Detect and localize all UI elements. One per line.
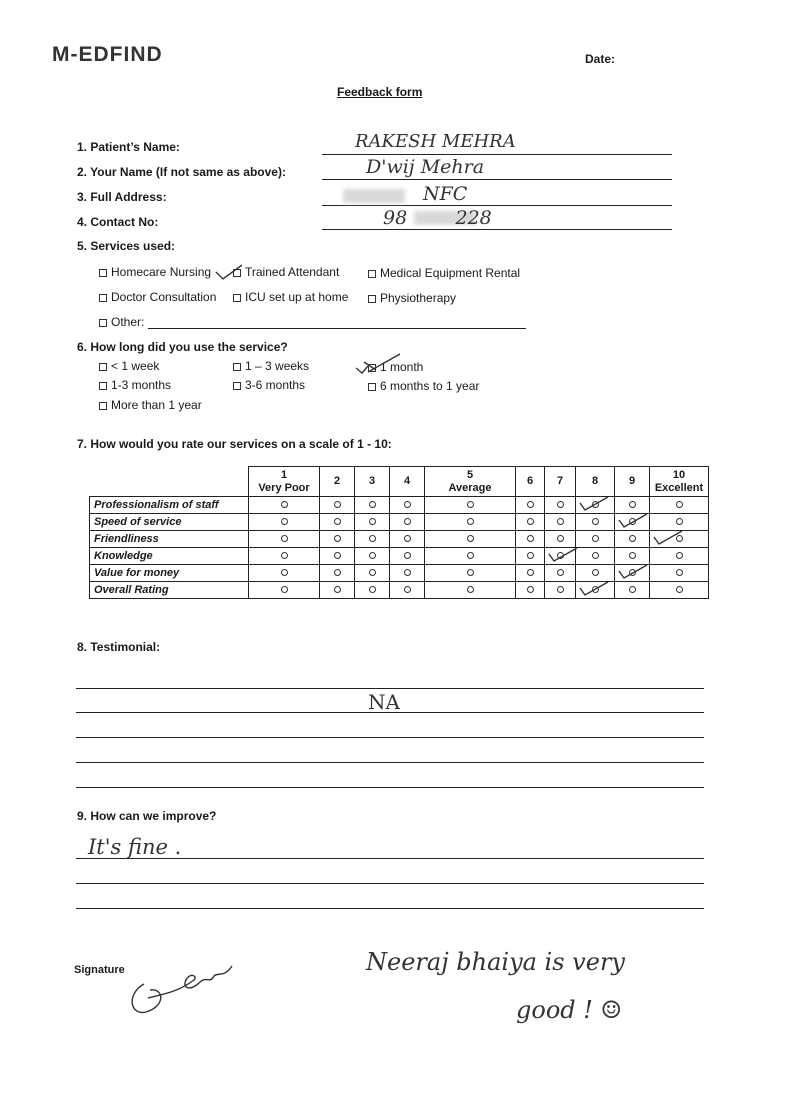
rating-cell-7[interactable] [545, 497, 576, 514]
rating-cell-2[interactable] [320, 514, 355, 531]
radio-circle[interactable] [404, 569, 411, 576]
duration-option[interactable]: 3-6 months [233, 378, 305, 392]
signature-note-line2: good ! ☺ [516, 996, 623, 1024]
duration-option[interactable]: 1 – 3 weeks [233, 359, 309, 373]
radio-circle[interactable] [334, 586, 341, 593]
rating-cell-7[interactable] [545, 548, 576, 565]
header-3: 3 [355, 467, 390, 497]
rating-cell-5[interactable] [425, 565, 516, 582]
radio-circle[interactable] [676, 569, 683, 576]
rating-cell-9[interactable] [615, 565, 650, 582]
rating-cell-7[interactable] [545, 565, 576, 582]
radio-circle[interactable] [676, 501, 683, 508]
other-line [148, 328, 526, 329]
radio-circle[interactable] [676, 586, 683, 593]
full-address-label: 3. Full Address: [77, 190, 167, 204]
rating-cell-5[interactable] [425, 531, 516, 548]
service-option[interactable]: Homecare Nursing [99, 265, 211, 279]
rating-cell-1[interactable] [249, 565, 320, 582]
rating-cell-8[interactable] [576, 565, 615, 582]
rating-cell-7[interactable] [545, 531, 576, 548]
duration-option[interactable]: 6 months to 1 year [368, 379, 479, 393]
rating-cell-5[interactable] [425, 548, 516, 565]
checkmark-icon [650, 529, 684, 547]
rating-body [90, 497, 709, 599]
rating-cell-10[interactable] [650, 548, 709, 565]
header-4: 4 [390, 467, 425, 497]
service-option-other[interactable]: Other: [99, 315, 144, 329]
rating-cell-1[interactable] [249, 497, 320, 514]
checkbox[interactable] [99, 402, 107, 410]
rating-cell-5[interactable] [425, 514, 516, 531]
radio-circle[interactable] [629, 535, 636, 542]
checkmark-icon [576, 495, 610, 513]
radio-circle[interactable] [527, 535, 534, 542]
services-used-label: 5. Services used: [77, 239, 176, 253]
improve-value[interactable]: It's fine . [88, 835, 182, 859]
rating-cell-7[interactable] [545, 582, 576, 599]
testimonial-line [76, 737, 704, 738]
radio-circle[interactable] [527, 518, 534, 525]
rating-cell-8[interactable] [576, 582, 615, 599]
radio-circle[interactable] [281, 552, 288, 559]
rating-cell-7[interactable] [545, 514, 576, 531]
duration-option[interactable]: 1-3 months [99, 378, 171, 392]
contact-no-value[interactable]: 98 228 [383, 207, 492, 229]
checkbox[interactable] [233, 294, 241, 302]
header-6: 6 [516, 467, 545, 497]
rating-table [89, 466, 709, 599]
radio-circle[interactable] [281, 501, 288, 508]
radio-circle[interactable] [334, 552, 341, 559]
rating-row [90, 497, 709, 514]
radio-circle[interactable] [557, 569, 564, 576]
full-address-line [322, 205, 672, 206]
duration-option[interactable]: More than 1 year [99, 398, 202, 412]
duration-label: 6. How long did you use the service? [77, 340, 288, 354]
rating-cell-3[interactable] [355, 497, 390, 514]
rating-cell-4[interactable] [390, 548, 425, 565]
radio-circle[interactable] [281, 586, 288, 593]
radio-circle[interactable] [557, 518, 564, 525]
checkmark-icon [615, 512, 649, 530]
duration-option[interactable]: < 1 week [99, 359, 159, 373]
rating-row-label: Knowledge [90, 548, 249, 565]
signature-note-line1: Neeraj bhaiya is very [366, 948, 625, 976]
rating-cell-5[interactable] [425, 497, 516, 514]
rating-row [90, 548, 709, 565]
signature-mark [124, 954, 240, 1024]
contact-no-line [322, 229, 672, 230]
radio-circle[interactable] [592, 552, 599, 559]
radio-circle[interactable] [334, 535, 341, 542]
checkmark-icon [576, 580, 610, 598]
header-8: 8 [576, 467, 615, 497]
radio-circle[interactable] [527, 552, 534, 559]
checkbox[interactable] [99, 382, 107, 390]
radio-circle[interactable] [404, 518, 411, 525]
checkmark-icon [354, 352, 404, 376]
company-logo: M-EDFIND [52, 43, 163, 66]
radio-circle[interactable] [369, 586, 376, 593]
checkbox[interactable] [368, 383, 376, 391]
rating-cell-6[interactable] [516, 514, 545, 531]
header-2: 2 [320, 467, 355, 497]
checkbox[interactable] [99, 269, 107, 277]
rating-cell-8[interactable] [576, 514, 615, 531]
radio-circle[interactable] [281, 535, 288, 542]
header-empty [90, 467, 249, 497]
radio-circle[interactable] [369, 501, 376, 508]
your-name-value[interactable]: D'wij Mehra [366, 156, 485, 178]
rating-cell-1[interactable] [249, 548, 320, 565]
rating-cell-9[interactable] [615, 531, 650, 548]
header-7: 7 [545, 467, 576, 497]
radio-circle[interactable] [629, 586, 636, 593]
rating-cell-6[interactable] [516, 531, 545, 548]
checkbox[interactable] [233, 382, 241, 390]
checkbox[interactable] [233, 363, 241, 371]
radio-circle[interactable] [676, 518, 683, 525]
radio-circle[interactable] [467, 535, 474, 542]
radio-circle[interactable] [281, 569, 288, 576]
signature-label: Signature [74, 964, 125, 976]
checkbox[interactable] [368, 295, 376, 303]
radio-circle[interactable] [629, 552, 636, 559]
testimonial-label: 8. Testimonial: [77, 640, 161, 654]
rating-cell-4[interactable] [390, 497, 425, 514]
rating-cell-2[interactable] [320, 582, 355, 599]
radio-circle[interactable] [527, 586, 534, 593]
radio-circle[interactable] [467, 552, 474, 559]
testimonial-line [76, 688, 704, 689]
checkmark-icon [214, 262, 244, 282]
radio-circle[interactable] [592, 569, 599, 576]
rating-row-label: Professionalism of staff [90, 497, 249, 514]
your-name-label: 2. Your Name (If not same as above): [77, 165, 286, 179]
patient-name-value[interactable]: RAKESH MEHRA [355, 131, 516, 152]
radio-circle[interactable] [592, 518, 599, 525]
rating-cell-3[interactable] [355, 582, 390, 599]
service-option[interactable]: Trained Attendant [233, 265, 339, 279]
rating-row-label: Overall Rating [90, 582, 249, 599]
rating-row [90, 531, 709, 548]
rating-cell-6[interactable] [516, 582, 545, 599]
radio-circle[interactable] [676, 552, 683, 559]
improve-line [76, 883, 704, 884]
checkbox[interactable] [99, 363, 107, 371]
rating-cell-8[interactable] [576, 497, 615, 514]
rating-cell-1[interactable] [249, 514, 320, 531]
rating-cell-6[interactable] [516, 548, 545, 565]
rating-cell-8[interactable] [576, 548, 615, 565]
radio-circle[interactable] [527, 501, 534, 508]
header-5: 5 Average [425, 467, 516, 497]
header-9: 9 [615, 467, 650, 497]
checkmark-icon [545, 546, 579, 564]
rating-cell-2[interactable] [320, 531, 355, 548]
contact-no-label: 4. Contact No: [77, 215, 159, 229]
rating-row-label: Value for money [90, 565, 249, 582]
testimonial-line [76, 762, 704, 763]
full-address-value[interactable]: NFC [423, 183, 468, 205]
rating-label: 7. How would you rate our services on a scale of 1 - 10: [77, 437, 392, 451]
rating-cell-3[interactable] [355, 531, 390, 548]
radio-circle[interactable] [281, 518, 288, 525]
service-option[interactable]: Medical Equipment Rental [368, 266, 520, 280]
radio-circle[interactable] [527, 569, 534, 576]
date-label: Date: [585, 52, 616, 66]
rating-cell-1[interactable] [249, 582, 320, 599]
radio-circle[interactable] [467, 569, 474, 576]
rating-cell-5[interactable] [425, 582, 516, 599]
rating-cell-8[interactable] [576, 531, 615, 548]
radio-circle[interactable] [557, 535, 564, 542]
rating-cell-4[interactable] [390, 531, 425, 548]
service-option[interactable]: ICU set up at home [233, 290, 348, 304]
radio-circle[interactable] [467, 518, 474, 525]
redaction-blur [343, 189, 405, 203]
rating-cell-4[interactable] [390, 582, 425, 599]
form-title: Feedback form [337, 85, 423, 99]
service-option[interactable]: Physiotherapy [368, 291, 456, 305]
rating-cell-9[interactable] [615, 514, 650, 531]
improve-label: 9. How can we improve? [77, 809, 217, 823]
radio-circle[interactable] [369, 552, 376, 559]
rating-row [90, 565, 709, 582]
header-1: 1 Very Poor [249, 467, 320, 497]
rating-row-label: Speed of service [90, 514, 249, 531]
radio-circle[interactable] [334, 501, 341, 508]
radio-circle[interactable] [404, 501, 411, 508]
rating-row-label: Friendliness [90, 531, 249, 548]
testimonial-value[interactable]: NA [368, 690, 400, 714]
rating-cell-4[interactable] [390, 565, 425, 582]
radio-circle[interactable] [369, 569, 376, 576]
rating-cell-9[interactable] [615, 582, 650, 599]
rating-cell-2[interactable] [320, 497, 355, 514]
patient-name-line [322, 154, 672, 155]
rating-row [90, 514, 709, 531]
radio-circle[interactable] [404, 535, 411, 542]
rating-cell-6[interactable] [516, 497, 545, 514]
radio-circle[interactable] [557, 501, 564, 508]
rating-cell-10[interactable] [650, 497, 709, 514]
checkbox[interactable] [99, 294, 107, 302]
radio-circle[interactable] [404, 586, 411, 593]
rating-cell-2[interactable] [320, 548, 355, 565]
rating-cell-9[interactable] [615, 548, 650, 565]
improve-line [76, 908, 704, 909]
rating-cell-10[interactable] [650, 565, 709, 582]
checkmark-icon [615, 563, 649, 581]
radio-circle[interactable] [557, 586, 564, 593]
patient-name-label: 1. Patient’s Name: [77, 140, 180, 154]
testimonial-line [76, 787, 704, 788]
rating-cell-10[interactable] [650, 514, 709, 531]
duration-option[interactable]: 1 month [368, 360, 423, 374]
rating-cell-3[interactable] [355, 548, 390, 565]
checkbox[interactable] [368, 270, 376, 278]
radio-circle[interactable] [404, 552, 411, 559]
rating-cell-9[interactable] [615, 497, 650, 514]
service-option[interactable]: Doctor Consultation [99, 290, 216, 304]
header-10: 10 Excellent [650, 467, 709, 497]
radio-circle[interactable] [467, 501, 474, 508]
rating-row [90, 582, 709, 599]
rating-cell-2[interactable] [320, 565, 355, 582]
radio-circle[interactable] [369, 518, 376, 525]
radio-circle[interactable] [592, 535, 599, 542]
rating-cell-10[interactable] [650, 582, 709, 599]
your-name-line [322, 179, 672, 180]
radio-circle[interactable] [334, 518, 341, 525]
rating-cell-3[interactable] [355, 565, 390, 582]
rating-cell-6[interactable] [516, 565, 545, 582]
rating-cell-4[interactable] [390, 514, 425, 531]
radio-circle[interactable] [629, 501, 636, 508]
rating-cell-1[interactable] [249, 531, 320, 548]
radio-circle[interactable] [334, 569, 341, 576]
rating-header-row [90, 467, 709, 497]
rating-cell-3[interactable] [355, 514, 390, 531]
checkbox[interactable] [99, 319, 107, 327]
radio-circle[interactable] [369, 535, 376, 542]
radio-circle[interactable] [467, 586, 474, 593]
rating-cell-10[interactable] [650, 531, 709, 548]
